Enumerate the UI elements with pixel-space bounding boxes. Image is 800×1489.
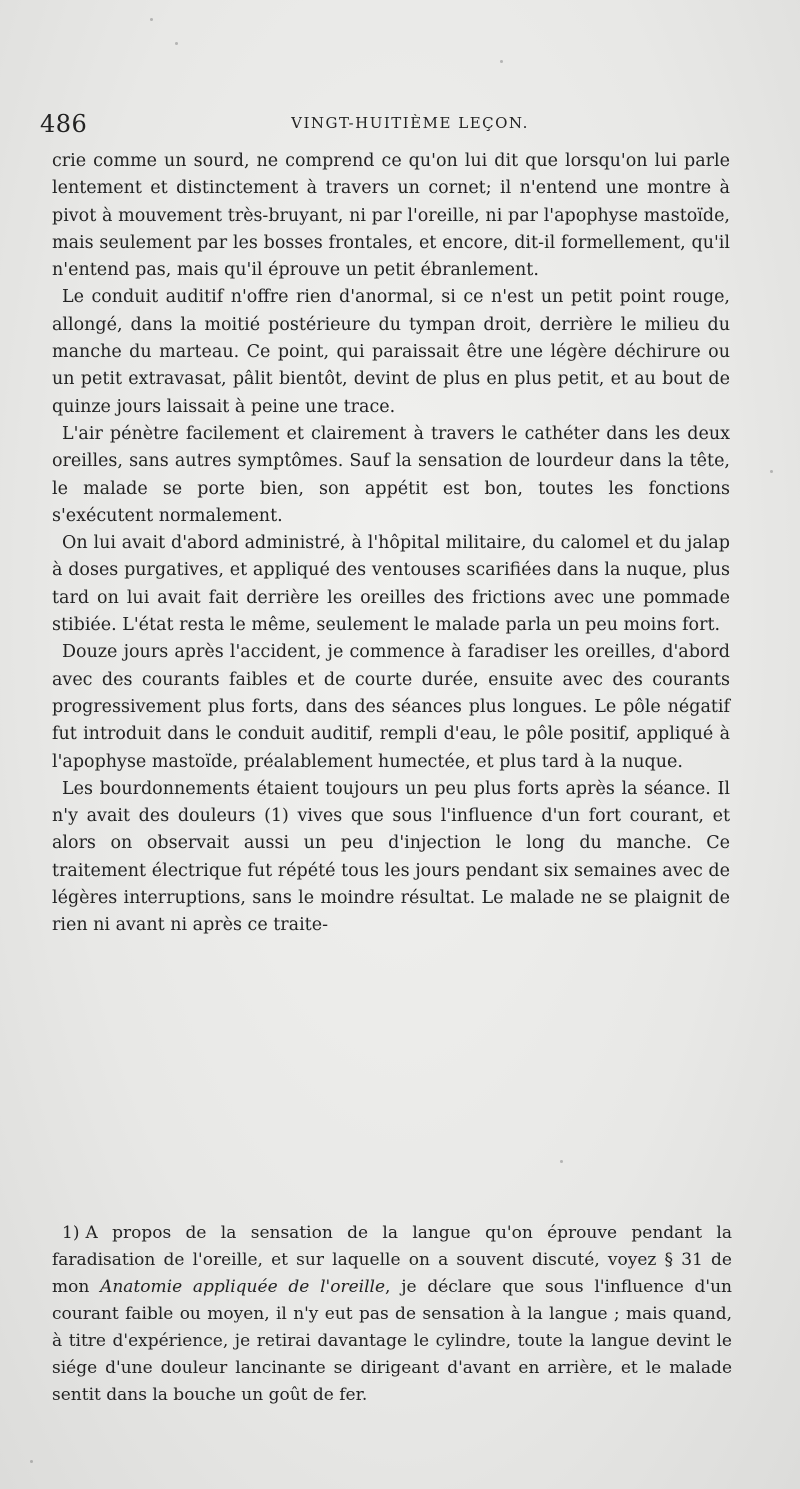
footnote-text-end: , je déclare que sous l'influence d'un courant faible ou moyen, il n'y eut pas de sensation à la langue ; mais quand, à titre d'expérience, je retirai davantage le cylindre, toute la langue devint le siége d'une douleur lancinante se dirigeant d'avant en arrière, et le malade sentit dans la bouche un goût de fer. [52, 1277, 732, 1405]
paragraph: On lui avait d'abord administré, à l'hôpital militaire, du calomel et du jalap à doses purgatives, et appliqué des ventouses scarifiées dans la nuque, plus tard on lui avait fait derrière les oreilles des frictions avec une pommade stibiée. L'état resta le même, seulement le malade parla un peu moins fort. [52, 533, 730, 636]
paragraph: Les bourdonnements étaient toujours un peu plus forts après la séance. Il n'y avait des douleurs (1) vives que sous l'influence d'un fort courant, et alors on observait aussi un peu d'injection le long du manche. Ce traitement électrique fut répété tous les jours pendant six semaines avec de légères interruptions, sans le moindre résultat. Le malade ne se plaignit de rien ni avant ni après ce traite- [52, 778, 730, 936]
print-speck [560, 1160, 563, 1163]
paragraph: L'air pénètre facilement et clairement à travers le cathéter dans les deux oreilles, sans autres symptômes. Sauf la sensation de lourdeur dans la tête, le malade se porte bien, son appétit est bon, toutes les fonctions s'exécutent normalement. [52, 423, 730, 526]
footnote-paragraph [52, 1220, 732, 1409]
page-header [40, 110, 740, 140]
print-speck [150, 18, 153, 21]
footnote-marker: 1) [62, 1223, 80, 1243]
footnote-book-title: Anatomie appliquée de l'oreille [100, 1277, 386, 1297]
paragraph: crie comme un sourd, ne comprend ce qu'on lui dit que lorsqu'on lui parle lentement et distinctement à travers un cornet; il n'entend une montre à pivot à mouvement très-bruyant, ni par l'oreille, ni par l'apophyse mastoïde, mais seulement par les bosses frontales, et encore, dit-il formellement, qu'il n'entend pas, mais qu'il éprouve un petit ébranlement. [52, 151, 730, 281]
body-text [52, 148, 730, 940]
paragraph: Douze jours après l'accident, je commence à faradiser les oreilles, d'abord avec des courants faibles et de courte durée, ensuite avec des courants progressivement plus forts, dans des séances plus longues. Le pôle négatif fut introduit dans le conduit auditif, rempli d'eau, le pôle positif, appliqué à l'apophyse mastoïde, préalablement humectée, et plus tard à la nuque. [52, 642, 730, 772]
print-speck [175, 42, 178, 45]
footnote [52, 1220, 732, 1409]
print-speck [770, 470, 773, 473]
running-title: VINGT-HUITIÈME LEÇON. [291, 114, 529, 132]
print-speck [500, 60, 503, 63]
paragraph: Le conduit auditif n'offre rien d'anormal, si ce n'est un petit point rouge, allongé, dans la moitié postérieure du tympan droit, derrière le milieu du manche du marteau. Ce point, qui paraissait être une légère déchirure ou un petit extravasat, pâlit bientôt, devint de plus en plus petit, et au bout de quinze jours laissait à peine une trace. [52, 287, 730, 417]
print-speck [30, 1460, 33, 1463]
page-number: 486 [40, 110, 88, 138]
footnote-text-start: A propos de la sensation de la langue qu'on éprouve pendant la faradisation de l'oreille, et sur laquelle on a souvent discuté, voyez § 31 de mon [52, 1223, 732, 1297]
